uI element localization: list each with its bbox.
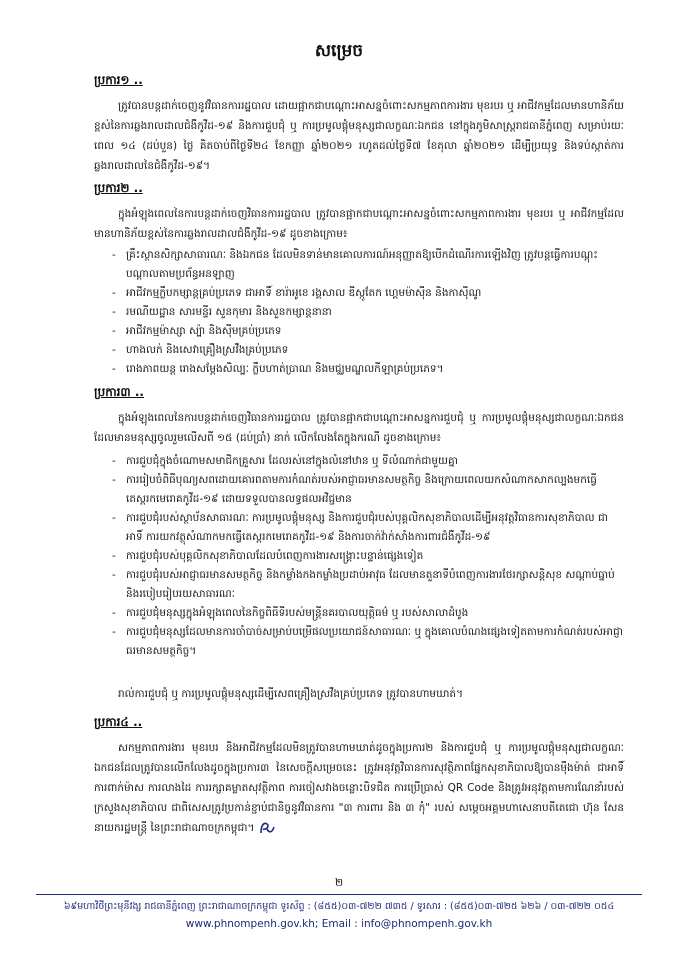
footer-divider [36,894,642,895]
article-2-intro: ក្នុងអំឡុងពេលនៃការបន្តដាក់ចេញវិធានការរដ្ឋបាល ត្រូវបានផ្អាកជាបណ្តោះអាសន្នចំពោះសកម្មភាពការងារ មុខរបរ ឬ អាជីវកម្មដែលមានហានិភ័យខ្ពស់នៃការឆ្លងរាលដាលជំងឺកូវីដ-១៩ ដូចខាងក្រោម៖ [94,208,624,240]
list-item: - អាជីវកម្មក្លឹបកម្សាន្តគ្រប់ប្រភេទ ជាអាទិ៍ ខារ៉ាអូខេ រង្គសាល ឌីស្កូតែក ហ្គេមម៉ាស៊ីន និងកាស៊ីណូ [112,287,482,299]
article-3-list [112,452,624,661]
article-4-text: សកម្មភាពការងារ មុខរបរ និងអាជីវកម្មដែលមិនត្រូវបានហាមឃាត់ដូចក្នុងប្រការ២ និងការជួបជុំ ឬ ការប្រមូលផ្តុំមនុស្សជាលក្ខណៈឯកជនដែលត្រូវបានលើកលែងដូចក្នុងប្រការ៣ នៃសេចក្តីសម្រេចនេះ ត្រូវអនុវត្តវិធានការសុវត្ថិភាពផ្នែកសុខាភិបាលឱ្យបានម៉ឺងម៉ាត់ ជាអាទិ៍ ការពាក់ម៉ាស ការលាងដៃ ការរក្សាគម្លាតសុវត្ថិភាព ការចៀសវាងចន្លោះបិទជិត ការប្រើប្រាស់ QR Code និងត្រូវអនុវត្តតាមការណែនាំរបស់ក្រសួងសុខាភិបាល ជាពិសេសត្រូវប្រកាន់ខ្ជាប់ជានិច្ចនូវវិធានការ "៣ ការពារ និង ៣ កុំ" របស់ សម្តេចអគ្គមហាសេនាបតីតេជោ ហ៊ុន សែន នាយករដ្ឋមន្ត្រី នៃព្រះរាជាណាចក្រកម្ពុជា។ [94,742,624,834]
list-item: - ការជួបជុំរបស់ស្ថាប័នសាធារណៈ ការប្រមូលផ្តុំមនុស្ស និងការជួបជុំរបស់បុគ្គលិកសុខាភិបាលដើម្បីអនុវត្តវិធានការសុខាភិបាល ជាអាទិ៍ ការយកវត្ថុសំណាកមកធ្វើតេស្តរកមេរោគកូវីដ-១៩ និងការចាក់វ៉ាក់សាំងការពារជំងឺកូវីដ-១៩ [112,512,608,543]
footer-address: ៦៩មហាវិថីព្រះមុនីវង្ស រាជធានីភ្នំពេញ ព្រះរាជាណាចក្រកម្ពុជា ទូរស័ព្ទ : (៨៥៥)០៣-៧២២ ៧៣៥ / ទូរសារ : (៨៥៥)០៣-៧២៥ ៦២៦ / ០៣-៧២២ ០៥៤ [63,901,615,912]
article-2-heading: ប្រការ២ .. [94,181,143,195]
document-title: សម្រេច [314,41,364,61]
page-number: ២ [334,876,344,889]
list-item: - ហាងលក់ និងសេវាគ្រឿងស្រវឹងគ្រប់ប្រភេទ [112,344,289,356]
initial-signature-icon [258,821,276,835]
list-item: - ការជួបជុំរបស់អាជ្ញាធរមានសមត្ថកិច្ច និងកម្លាំងកងកម្លាំងប្រដាប់អាវុធ ដែលមានតួនាទីបំពេញការងារថែរក្សាសន្តិសុខ សណ្តាប់ធ្នាប់ និងរបៀបរៀបរយសាធារណៈ [112,569,615,600]
list-item: - ការជួបជុំរបស់បុគ្គលិកសុខាភិបាលដែលបំពេញការងារសង្គ្រោះបន្ទាន់ផ្សេងទៀត [112,550,424,562]
article-3-intro: ក្នុងអំឡុងពេលនៃការបន្តដាក់ចេញវិធានការរដ្ឋបាល ត្រូវបានផ្អាកជាបណ្តោះអាសន្នការជួបជុំ ឬ ការប្រមូលផ្តុំមនុស្សជាលក្ខណៈឯកជនដែលមានមនុស្សចូលរួមលើសពី ១៥ (ដប់ប្រាំ) នាក់ លើកលែងតែក្នុងករណី ដូចខាងក្រោម៖ [94,412,624,444]
article-2-list [112,246,624,379]
list-item: - ការជួបជុំក្នុងចំណោមសមាជិកគ្រួសារ ដែលរស់នៅក្នុងលំនៅឋាន ឬ ទីលំណាក់ជាមួយគ្នា [112,455,459,467]
article-4-heading: ប្រការ៤ .. [94,715,143,729]
list-item: - រោងភាពយន្ត រោងសម្តែងសិល្បៈ ក្លឹបហាត់ប្រាណ និងមជ្ឈមណ្ឌលកីឡាគ្រប់ប្រភេទ។ [112,363,444,375]
list-item: - ការជួបជុំមនុស្សក្នុងអំឡុងពេលនៃកិច្ចពិធីទីរបស់មន្ត្រីនគរបាលយុត្តិធម៌ ឬ របស់សាលាដំបូង [112,607,469,619]
article-3-heading: ប្រការ៣ .. [94,385,144,399]
article-1-text: ត្រូវបានបន្តដាក់ចេញនូវវិធានការរដ្ឋបាល ដោយផ្អាកជាបណ្តោះអាសន្នចំពោះសកម្មភាពការងារ មុខរបរ ឬ អាជីវកម្មដែលមានហានិភ័យខ្ពស់នៃការឆ្លងរាលដាលជំងឺកូវីដ-១៩ និងការជួបជុំ ឬ ការប្រមូលផ្តុំមនុស្សជាលក្ខណៈឯកជន នៅក្នុងភូមិសាស្ត្ររាជធានីភ្នំពេញ សម្រាប់រយៈពេល ១៤ (ដប់បួន) ថ្ងៃ គិតចាប់ពីថ្ងៃទី២៤ ខែកញ្ញា ឆ្នាំ២០២១ រហូតដល់ថ្ងៃទី៧ ខែតុលា ឆ្នាំ២០២១ ដើម្បីប្រយុទ្ធ និងទប់ស្កាត់ការឆ្លងរាលដាលនៃជំងឺកូវីដ-១៩។ [94,100,624,172]
list-item: - គ្រឹះស្ថានសិក្សាសាធារណៈ និងឯកជន ដែលមិនទាន់មានគោលការណ៍អនុញ្ញាតឱ្យបើកដំណើរការឡើងវិញ ត្រូវបន្តធ្វើការបណ្តុះបណ្តាលតាមប្រព័ន្ធអនឡាញ [112,249,598,280]
list-item: - អាជីវកម្មម៉ាស្សា ស្ប៉ា និងស៊ីមគ្រប់ប្រភេទ [112,325,282,337]
footer-contact: www.phnompenh.gov.kh; Email : info@phnompenh.gov.kh [185,918,493,930]
article-1-heading: ប្រការ១ .. [94,73,143,87]
list-item: - រមណីយដ្ឋាន សារមន្ទីរ សួនកុមារ និងសួនកម្សាន្តនានា [112,306,332,318]
article-3-closing: រាល់ការជួបជុំ ឬ ការប្រមូលផ្តុំមនុស្សដើម្បីសេពគ្រឿងស្រវឹងគ្រប់ប្រភេទ ត្រូវបានហាមឃាត់។ [118,688,464,700]
list-item: - ការរៀបចំពិធីបុណ្យសពដោយគោរពតាមការកំណត់របស់អាជ្ញាធរមានសមត្ថកិច្ច និងក្រោយពេលយកសំណាកសាកល្បងមកធ្វើតេស្តរកមេរោគកូវីដ-១៩ ដោយទទួលបានលទ្ធផលអវិជ្ជមាន [112,474,597,505]
list-item: - ការជួបជុំមនុស្សដែលមានការចាំបាច់សម្រាប់បម្រើផលប្រយោជន៍សាធារណៈ ឬ ក្នុងគោលបំណងផ្សេងទៀតតាមការកំណត់របស់អាជ្ញាធរមានសមត្ថកិច្ច។ [112,626,623,657]
